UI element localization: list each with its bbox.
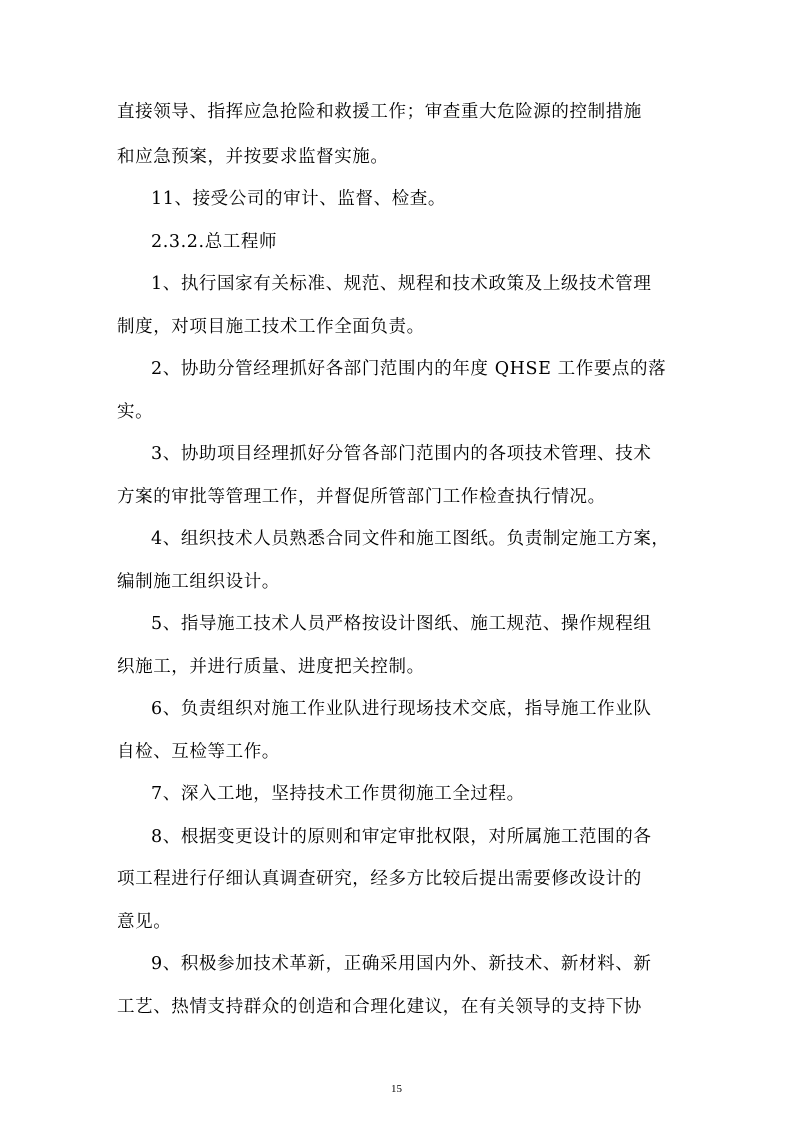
page-number: 15 <box>391 1083 402 1095</box>
section-heading: 2.3.2.总工程师 <box>151 232 278 252</box>
text-line: 实。 <box>117 402 154 422</box>
text-line: 项工程进行仔细认真调查研究，经多方比较后提出需要修改设计的 <box>117 869 642 889</box>
text-line: 织施工，并进行质量、进度把关控制。 <box>117 657 425 677</box>
list-item-1: 1、执行国家有关标准、规范、规程和技术政策及上级技术管理 <box>151 274 652 294</box>
text-line: 编制施工组织设计。 <box>117 572 280 592</box>
list-item-11: 11、接受公司的审计、监督、检查。 <box>151 189 446 209</box>
list-item-2: 2、协助分管经理抓好各部门范围内的年度 QHSE 工作要点的落 <box>151 359 667 379</box>
list-item-4: 4、组织技术人员熟悉合同文件和施工图纸。负责制定施工方案， <box>151 529 670 549</box>
text-line: 意见。 <box>117 912 172 932</box>
text-line: 方案的审批等管理工作，并督促所管部门工作检查执行情况。 <box>117 487 606 507</box>
list-item-3: 3、协助项目经理抓好分管各部门范围内的各项技术管理、技术 <box>151 444 652 464</box>
text-line: 制度，对项目施工技术工作全面负责。 <box>117 317 425 337</box>
list-item-7: 7、深入工地，坚持技术工作贯彻施工全过程。 <box>151 784 525 804</box>
list-item-6: 6、负责组织对施工作业队进行现场技术交底，指导施工作业队 <box>151 699 652 719</box>
text-line: 和应急预案，并按要求监督实施。 <box>117 147 389 167</box>
list-item-9: 9、积极参加技术革新，正确采用国内外、新技术、新材料、新 <box>151 954 652 974</box>
text-line: 工艺、热情支持群众的创造和合理化建议，在有关领导的支持下协 <box>117 997 642 1017</box>
text-line: 直接领导、指挥应急抢险和救援工作；审查重大危险源的控制措施 <box>117 102 642 122</box>
text-line: 自检、互检等工作。 <box>117 742 280 762</box>
list-item-5: 5、指导施工技术人员严格按设计图纸、施工规范、操作规程组 <box>151 614 652 634</box>
list-item-8: 8、根据变更设计的原则和审定审批权限，对所属施工范围的各 <box>151 827 652 847</box>
